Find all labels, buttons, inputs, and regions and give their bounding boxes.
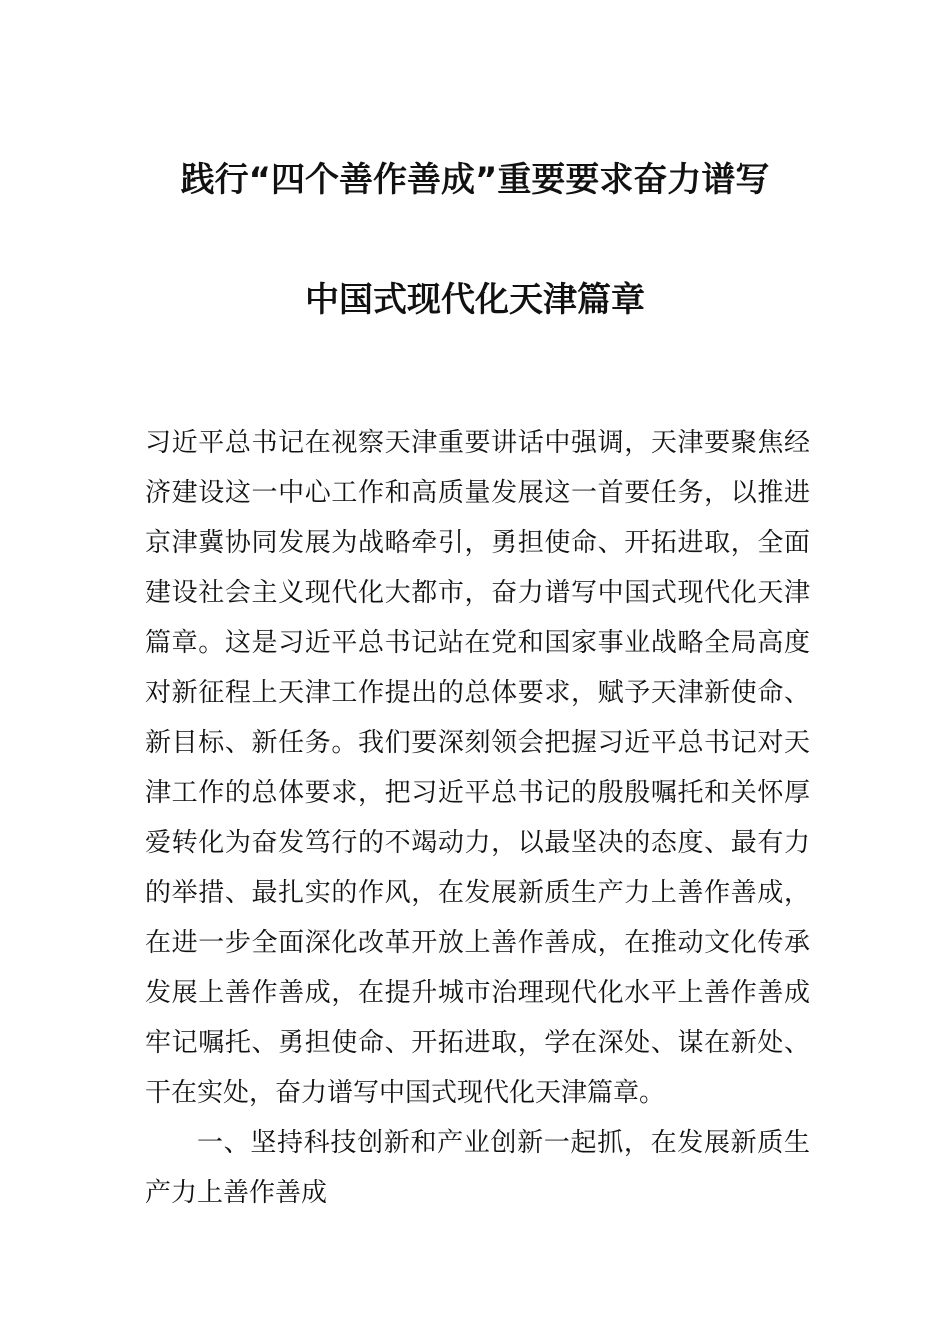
document-title-line-2: 中国式现代化天津篇章 (305, 280, 645, 320)
document-title-line-1: 践行“四个善作善成”重要要求奋力谱写 (180, 160, 770, 200)
body-paragraph-intro: 习近平总书记在视察天津重要讲话中强调，天津要聚焦经济建设这一中心工作和高质量发展这一首要任务，以推进京津冀协同发展为战略牵引，勇担使命、开拓进取，全面建设社会主义现代化大都市，奋力谱写中国式现代化天津篇章。这是习近平总书记站在党和国家事业战略全局高度对新征程上天津工作提出的总体要求，赋予天津新使命、新目标、新任务。我们要深刻领会把握习近平总书记对天津工作的总体要求，把习近平总书记的殷殷嘱托和关怀厚爱转化为奋发笃行的不竭动力，以最坚决的态度、最有力的举措、最扎实的作风，在发展新质生产力上善作善成，在进一步全面深化改革开放上善作善成，在推动文化传承发展上善作善成，在提升城市治理现代化水平上善作善成牢记嘱托、勇担使命、开拓进取，学在深处、谋在新处、干在实处，奋力谱写中国式现代化天津篇章。 (145, 428, 810, 1108)
section-heading-1: 一、坚持科技创新和产业创新一起抓，在发展新质生产力上善作善成 (145, 1128, 810, 1208)
document-body (145, 418, 810, 1218)
